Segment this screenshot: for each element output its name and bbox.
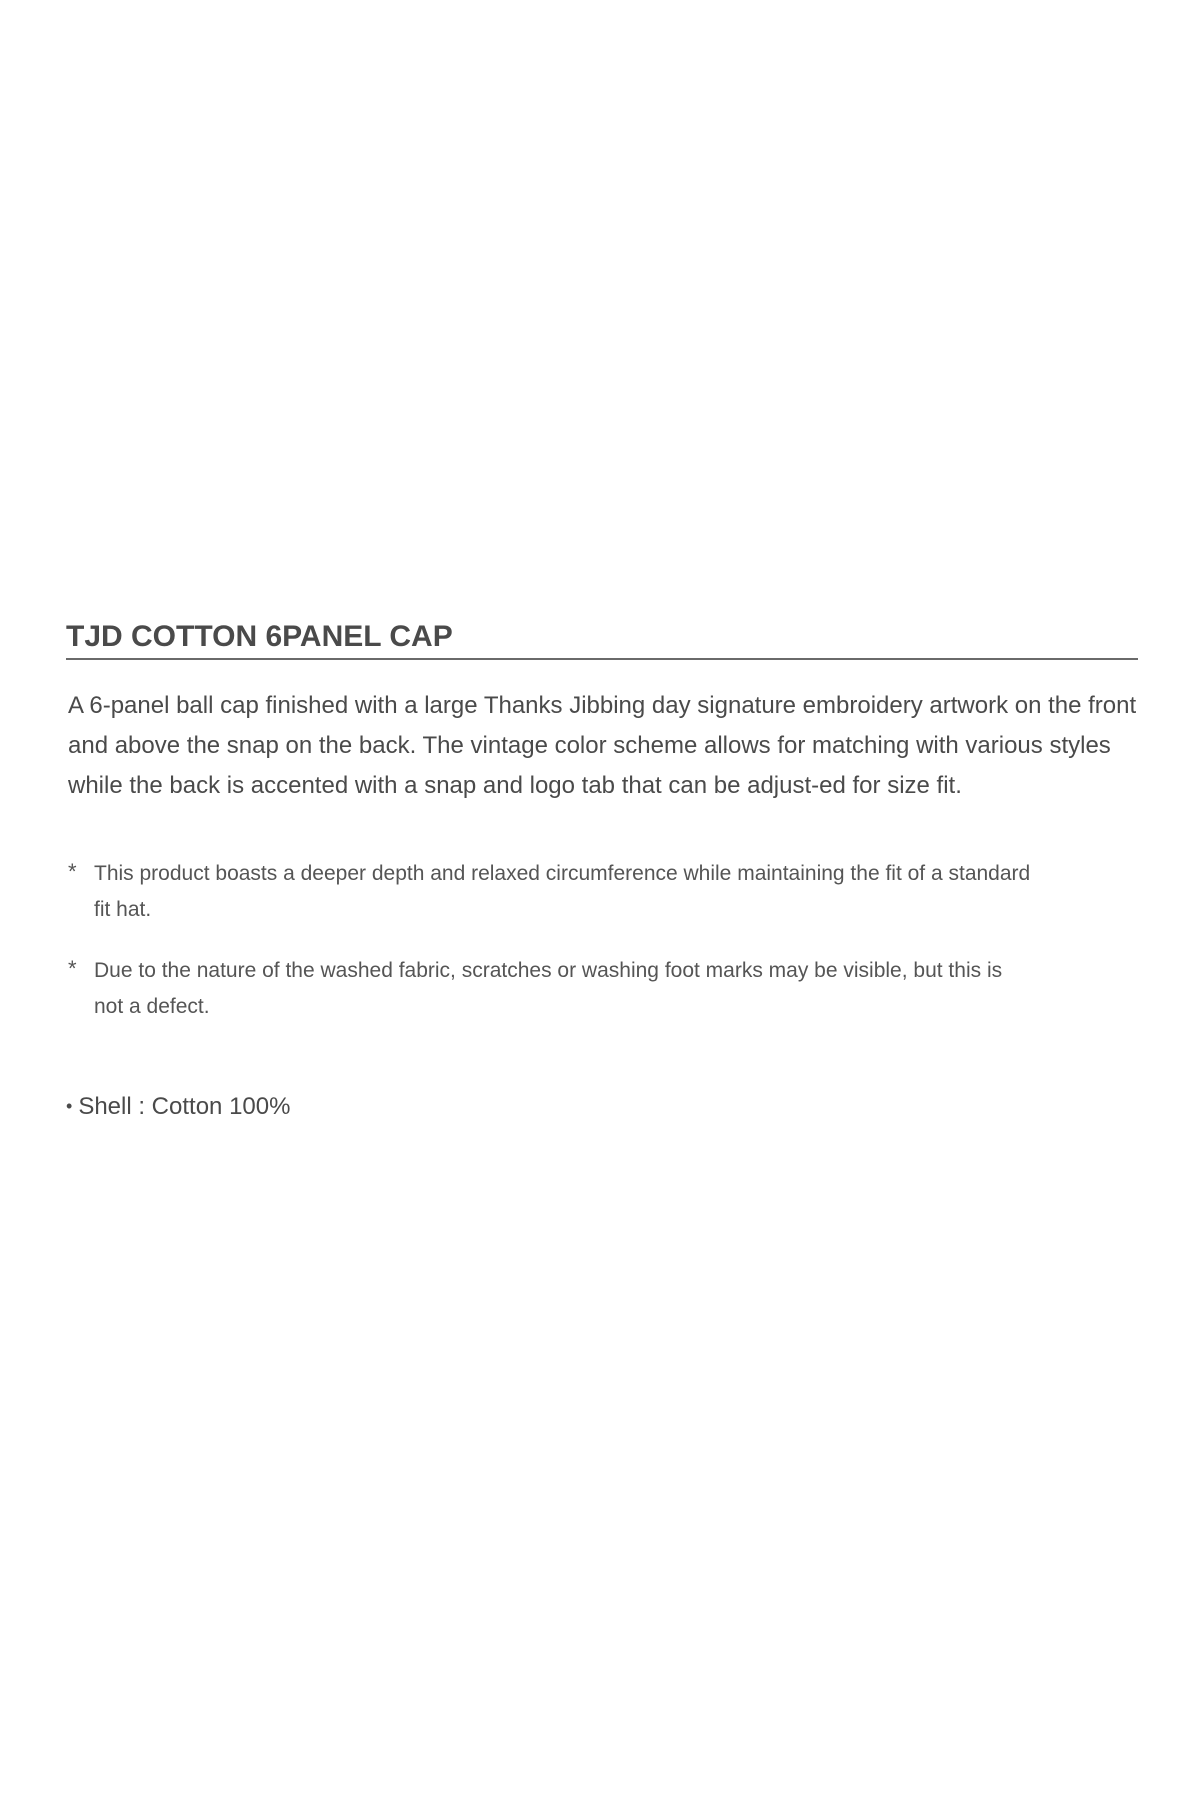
asterisk-icon: * <box>68 956 77 981</box>
note-text: This product boasts a deeper depth and relaxed circumference while maintaining the fit of a standard fit hat. <box>94 862 1031 921</box>
product-title: TJD COTTON 6PANEL CAP <box>66 620 453 653</box>
asterisk-icon: * <box>68 859 77 884</box>
note-item <box>68 953 1034 1025</box>
note-item <box>68 856 1034 928</box>
bullet-icon: • <box>66 1096 73 1116</box>
note-text: Due to the nature of the washed fabric, scratches or washing foot marks may be visible, but this is not a defect. <box>94 959 1003 1018</box>
product-description: A 6-panel ball cap finished with a large Thanks Jibbing day signature embroidery artwork on the front and above the snap on the back. The vintage color scheme allows for matching with various styles while the back is accented with a snap and logo tab that can be adjust-ed for size fit. <box>68 692 1137 799</box>
product-notes <box>68 856 1138 1025</box>
material-spec-text: Shell : Cotton 100% <box>78 1093 291 1120</box>
product-detail <box>66 620 1138 1121</box>
title-divider <box>66 658 1138 660</box>
material-spec <box>66 1093 1138 1121</box>
